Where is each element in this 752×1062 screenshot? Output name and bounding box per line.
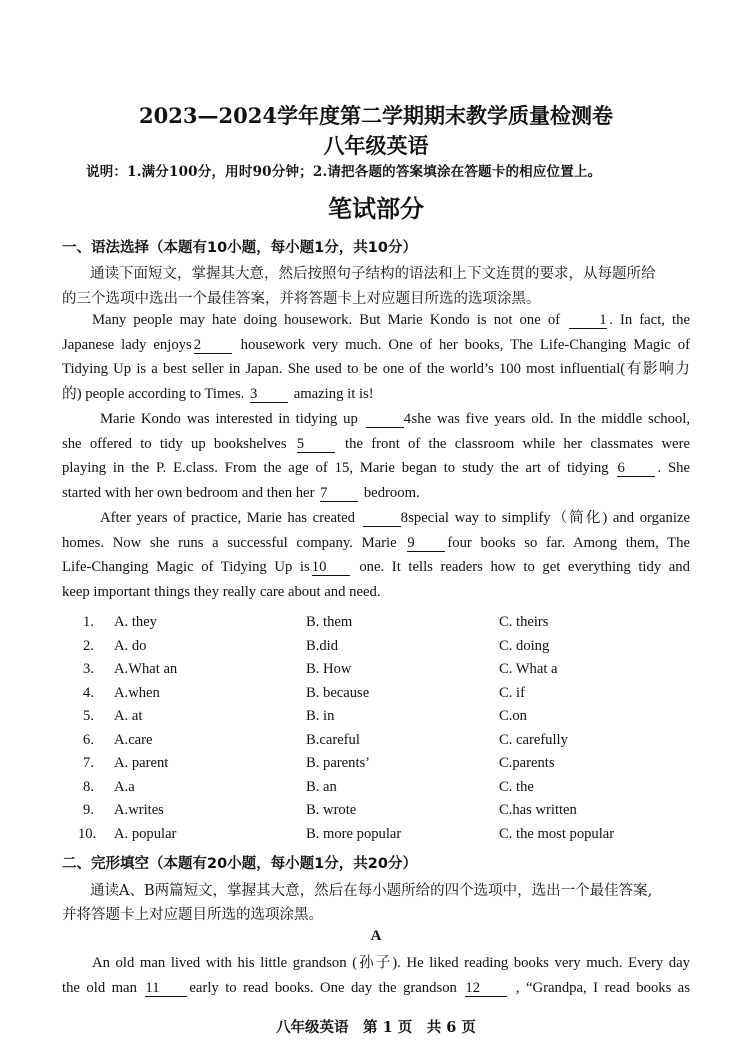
passage-label-a: A [370, 928, 382, 944]
exam-instructions: 说明：1.满分100分，用时90分钟；2.请把各题的答案填涂在答题卡的相应位置上。 [86, 164, 602, 180]
part2-heading: 二、完形填空（本题有20小题，每小题1分，共20分） [62, 856, 417, 872]
option-row: 9. A.writes B. wrote C.has written [83, 802, 577, 818]
blank-1: 1 [569, 312, 607, 329]
blank-4: 4 [366, 411, 404, 428]
blank-3: 3 [250, 386, 288, 403]
option-row: 7. A. parent B. parents’ C.parents [83, 755, 555, 771]
exam-title: 2023—2024学年度第二学期期末教学质量检测卷 [139, 103, 613, 128]
blank-2: 2 [194, 337, 232, 354]
part1-instruction-line2: 的三个选项中选出一个最佳答案，并将答题卡上对应题目所选的选项涂黑。 [62, 291, 541, 307]
part2-instruction-line1: 通读A、B两篇短文，掌握其大意，然后在每小题所给的四个选项中，选出一个最佳答案, [90, 883, 653, 899]
option-row: 4. A.when B. because C. if [83, 684, 525, 701]
blank-8: 8 [363, 510, 401, 527]
blank-10: 10 [312, 559, 350, 576]
blank-6: 6 [617, 460, 655, 477]
passage-paragraph-3: After years of practice, Marie has created 8 special way to simplify（简化) and organize homes. Now she runs a successful company. Marie 9 four books so far. Among them, The Life-Changing Magic of Tidying Up is 10 one. It tells readers how to get everything tidy and keep important things they really care about and need. [62, 510, 691, 600]
blank-5: 5 [297, 436, 335, 453]
blank-12: 12 [465, 980, 507, 997]
option-row: 10. A. popular B. more popular C. the most popular [78, 825, 615, 842]
passage-paragraph-1: Many people may hate doing housework. But Marie Kondo is not one of 1 . In fact, the Japanese lady enjoys 2 housework very much. One of her books, The Life-Changing Magic of Tidying Up is a best seller in Japan. She used to be one of the world’s 100 most influential(有影响力 的) people according to Times. 3 amazing it is! [62, 312, 690, 402]
options-list [78, 614, 718, 849]
page-footer: 八年级英语 第 1 页 共 6 页 [276, 1019, 476, 1036]
blank-11: 11 [145, 980, 187, 997]
part2-instruction-line2: 并将答题卡上对应题目所选的选项涂黑。 [62, 907, 323, 923]
passage-a-text: An old man lived with his little grandson (孙子). He liked reading books very much. Every day the old man 11 early to read books. One day the grandson 12 , “Grandpa, I read books as [62, 955, 691, 996]
blank-9: 9 [407, 535, 445, 552]
option-row: 3. A.What an B. How C. What a [83, 661, 558, 677]
blank-7: 7 [320, 485, 358, 502]
option-row: 5. A. at B. in C.on [83, 708, 527, 724]
part1-heading: 一、语法选择（本题有10小题，每小题1分，共10分） [62, 240, 417, 256]
part1-instruction-line1: 通读下面短文，掌握其大意，然后按照句子结构的语法和上下文连贯的要求，从每题所给 [90, 266, 656, 282]
option-row: 8. A.a B. an C. the [83, 778, 534, 795]
option-row: 1. A. they B. them C. theirs [83, 614, 549, 630]
passage-paragraph-2: Marie Kondo was interested in tidying up 4 she was five years old. In the middle school, she offered to tidy up bookshelves 5 the front of the classroom while her classmates were playing in the P. E.class. From the age of 15, Marie began to study the art of tidying 6 . She started with her own bedroom and then her 7 bedroom. [62, 411, 691, 501]
section-title: 笔试部分 [328, 195, 424, 223]
option-row: 6. A.care B.careful C. carefully [83, 731, 568, 748]
exam-subject: 八年级英语 [323, 133, 429, 158]
option-row: 2. A. do B.did C. doing [83, 637, 550, 654]
